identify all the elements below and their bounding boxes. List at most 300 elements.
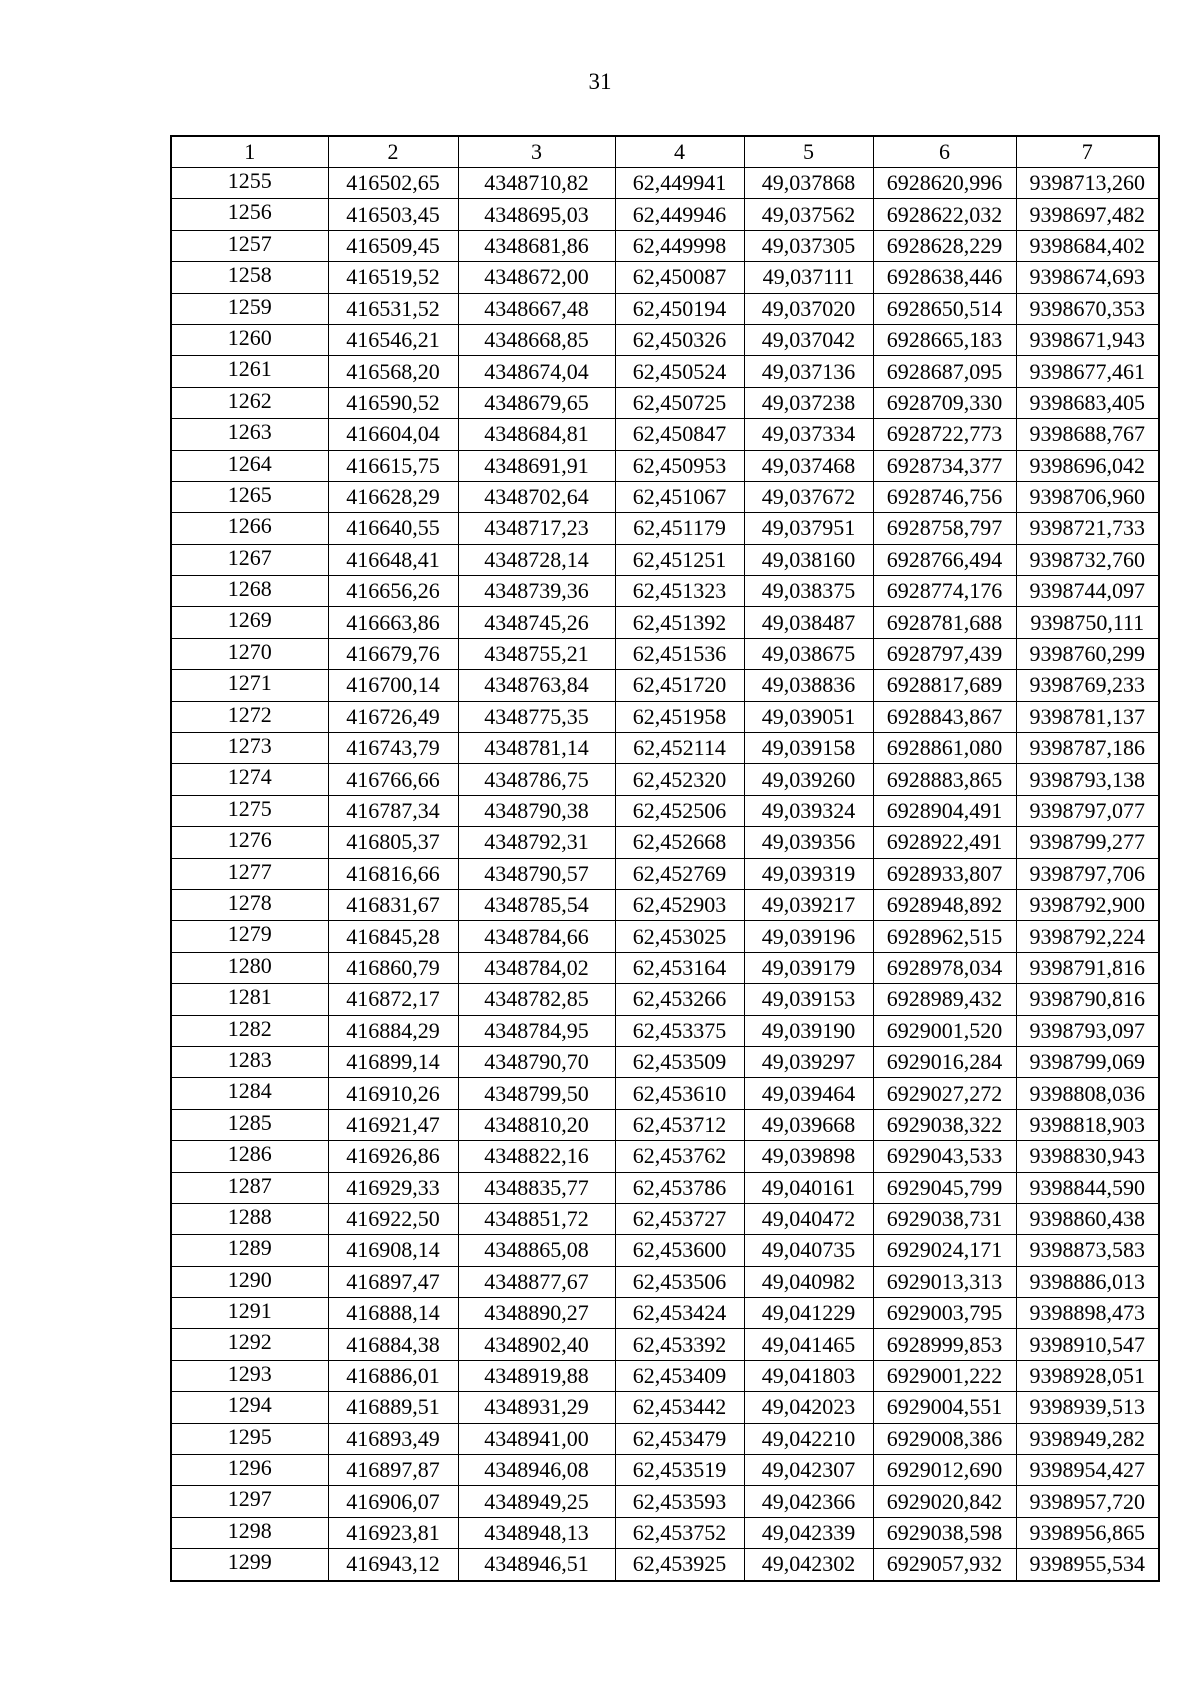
- table-cell-col-1: 1288: [171, 1203, 328, 1234]
- table-cell-col-5: 49,040735: [744, 1235, 873, 1266]
- column-header-4: 4: [615, 136, 744, 168]
- table-row: [171, 1517, 1159, 1548]
- table-cell-col-4: 62,450953: [615, 450, 744, 481]
- table-cell-col-1: 1276: [171, 827, 328, 858]
- table-cell-col-5: 49,042023: [744, 1392, 873, 1423]
- table-cell-col-4: 62,453025: [615, 921, 744, 952]
- table-row: [171, 1455, 1159, 1486]
- table-cell-col-3: 4348786,75: [458, 764, 615, 795]
- table-cell-col-3: 4348822,16: [458, 1141, 615, 1172]
- table-cell-col-4: 62,453409: [615, 1360, 744, 1391]
- table-cell-col-6: 6929020,842: [873, 1486, 1016, 1517]
- table-cell-col-2: 416893,49: [328, 1423, 458, 1454]
- table-cell-col-3: 4348710,82: [458, 168, 615, 199]
- table-cell-col-2: 416922,50: [328, 1203, 458, 1234]
- table-cell-col-4: 62,451251: [615, 544, 744, 575]
- table-cell-col-6: 6929016,284: [873, 1046, 1016, 1077]
- table-cell-col-6: 6928797,439: [873, 638, 1016, 669]
- table-cell-col-3: 4348835,77: [458, 1172, 615, 1203]
- table-cell-col-7: 9398769,233: [1016, 670, 1159, 701]
- page-number: 31: [588, 69, 612, 94]
- table-cell-col-5: 49,040161: [744, 1172, 873, 1203]
- table-cell-col-7: 9398799,277: [1016, 827, 1159, 858]
- table-cell-col-4: 62,451720: [615, 670, 744, 701]
- table-cell-col-1: 1260: [171, 324, 328, 355]
- table-cell-col-6: 6929012,690: [873, 1455, 1016, 1486]
- table-cell-col-1: 1297: [171, 1486, 328, 1517]
- table-cell-col-7: 9398787,186: [1016, 733, 1159, 764]
- table-cell-col-4: 62,453519: [615, 1455, 744, 1486]
- table-cell-col-1: 1299: [171, 1549, 328, 1581]
- table-cell-col-1: 1291: [171, 1298, 328, 1329]
- table-cell-col-1: 1286: [171, 1141, 328, 1172]
- table-cell-col-3: 4348674,04: [458, 356, 615, 387]
- table-row: [171, 1298, 1159, 1329]
- table-cell-col-2: 416943,12: [328, 1549, 458, 1581]
- table-cell-col-5: 49,039297: [744, 1046, 873, 1077]
- table-cell-col-3: 4348941,00: [458, 1423, 615, 1454]
- table-cell-col-7: 9398873,583: [1016, 1235, 1159, 1266]
- table-cell-col-5: 49,037868: [744, 168, 873, 199]
- table-cell-col-3: 4348790,70: [458, 1046, 615, 1077]
- table-cell-col-5: 49,039217: [744, 889, 873, 920]
- table-row: [171, 419, 1159, 450]
- table-row: [171, 889, 1159, 920]
- table-cell-col-3: 4348902,40: [458, 1329, 615, 1360]
- table-cell-col-5: 49,042307: [744, 1455, 873, 1486]
- table-cell-col-4: 62,452769: [615, 858, 744, 889]
- table-cell-col-4: 62,450087: [615, 262, 744, 293]
- table-cell-col-4: 62,453593: [615, 1486, 744, 1517]
- table-cell-col-2: 416743,79: [328, 733, 458, 764]
- table-cell-col-7: 9398910,547: [1016, 1329, 1159, 1360]
- table-cell-col-1: 1256: [171, 199, 328, 230]
- table-cell-col-4: 62,453786: [615, 1172, 744, 1203]
- table-cell-col-2: 416700,14: [328, 670, 458, 701]
- table-cell-col-6: 6928962,515: [873, 921, 1016, 952]
- table-cell-col-6: 6928922,491: [873, 827, 1016, 858]
- table-cell-col-2: 416926,86: [328, 1141, 458, 1172]
- table-cell-col-2: 416872,17: [328, 984, 458, 1015]
- table-cell-col-7: 9398792,900: [1016, 889, 1159, 920]
- table-cell-col-2: 416640,55: [328, 513, 458, 544]
- table-cell-col-3: 4348668,85: [458, 324, 615, 355]
- table-cell-col-7: 9398750,111: [1016, 607, 1159, 638]
- table-cell-col-5: 49,037562: [744, 199, 873, 230]
- table-cell-col-4: 62,453752: [615, 1517, 744, 1548]
- table-cell-col-7: 9398928,051: [1016, 1360, 1159, 1391]
- table-cell-col-7: 9398860,438: [1016, 1203, 1159, 1234]
- table-cell-col-5: 49,039196: [744, 921, 873, 952]
- table-cell-col-2: 416568,20: [328, 356, 458, 387]
- table-cell-col-2: 416899,14: [328, 1046, 458, 1077]
- table-cell-col-7: 9398670,353: [1016, 293, 1159, 324]
- table-cell-col-7: 9398677,461: [1016, 356, 1159, 387]
- table-cell-col-7: 9398808,036: [1016, 1078, 1159, 1109]
- table-cell-col-5: 49,042302: [744, 1549, 873, 1581]
- table-cell-col-4: 62,451323: [615, 576, 744, 607]
- table-cell-col-1: 1278: [171, 889, 328, 920]
- table-cell-col-1: 1257: [171, 230, 328, 261]
- table-cell-col-6: 6928999,853: [873, 1329, 1016, 1360]
- table-cell-col-4: 62,453506: [615, 1266, 744, 1297]
- table-row: [171, 1141, 1159, 1172]
- table-cell-col-2: 416906,07: [328, 1486, 458, 1517]
- table-cell-col-1: 1294: [171, 1392, 328, 1423]
- table-cell-col-7: 9398744,097: [1016, 576, 1159, 607]
- table-body: [171, 168, 1159, 1581]
- table-cell-col-5: 49,038487: [744, 607, 873, 638]
- table-cell-col-5: 49,037305: [744, 230, 873, 261]
- table-cell-col-6: 6929001,520: [873, 1015, 1016, 1046]
- table-cell-col-6: 6929038,731: [873, 1203, 1016, 1234]
- table-cell-col-4: 62,450847: [615, 419, 744, 450]
- table-cell-col-3: 4348755,21: [458, 638, 615, 669]
- table-cell-col-1: 1274: [171, 764, 328, 795]
- column-header-2: 2: [328, 136, 458, 168]
- table-cell-col-7: 9398671,943: [1016, 324, 1159, 355]
- table-cell-col-2: 416546,21: [328, 324, 458, 355]
- table-cell-col-7: 9398790,816: [1016, 984, 1159, 1015]
- table-cell-col-3: 4348763,84: [458, 670, 615, 701]
- table-cell-col-4: 62,453424: [615, 1298, 744, 1329]
- table-cell-col-4: 62,451958: [615, 701, 744, 732]
- table-cell-col-3: 4348672,00: [458, 262, 615, 293]
- table-cell-col-7: 9398696,042: [1016, 450, 1159, 481]
- table-cell-col-2: 416679,76: [328, 638, 458, 669]
- table-cell-col-5: 49,039319: [744, 858, 873, 889]
- table-cell-col-3: 4348784,02: [458, 952, 615, 983]
- table-cell-col-5: 49,041229: [744, 1298, 873, 1329]
- table-cell-col-3: 4348781,14: [458, 733, 615, 764]
- table-cell-col-2: 416886,01: [328, 1360, 458, 1391]
- table-cell-col-1: 1292: [171, 1329, 328, 1360]
- table-cell-col-2: 416787,34: [328, 795, 458, 826]
- table-cell-col-2: 416897,47: [328, 1266, 458, 1297]
- table-cell-col-3: 4348667,48: [458, 293, 615, 324]
- table-cell-col-2: 416884,38: [328, 1329, 458, 1360]
- table-cell-col-1: 1266: [171, 513, 328, 544]
- table-cell-col-4: 62,450326: [615, 324, 744, 355]
- table-cell-col-2: 416888,14: [328, 1298, 458, 1329]
- table-cell-col-7: 9398955,534: [1016, 1549, 1159, 1581]
- table-row: [171, 230, 1159, 261]
- table-cell-col-1: 1277: [171, 858, 328, 889]
- table-cell-col-1: 1285: [171, 1109, 328, 1140]
- table-cell-col-6: 6928620,996: [873, 168, 1016, 199]
- table-cell-col-2: 416648,41: [328, 544, 458, 575]
- table-row: [171, 1078, 1159, 1109]
- table-cell-col-7: 9398797,077: [1016, 795, 1159, 826]
- table-cell-col-5: 49,039898: [744, 1141, 873, 1172]
- table-cell-col-4: 62,453442: [615, 1392, 744, 1423]
- table-cell-col-6: 6928722,773: [873, 419, 1016, 450]
- table-cell-col-7: 9398818,903: [1016, 1109, 1159, 1140]
- table-cell-col-7: 9398793,138: [1016, 764, 1159, 795]
- table-cell-col-6: 6929008,386: [873, 1423, 1016, 1454]
- table-cell-col-6: 6928817,689: [873, 670, 1016, 701]
- table-row: [171, 324, 1159, 355]
- table-cell-col-6: 6929045,799: [873, 1172, 1016, 1203]
- table-cell-col-2: 416884,29: [328, 1015, 458, 1046]
- table-cell-col-3: 4348799,50: [458, 1078, 615, 1109]
- table-cell-col-5: 49,038160: [744, 544, 873, 575]
- table-cell-col-3: 4348792,31: [458, 827, 615, 858]
- table-cell-col-7: 9398697,482: [1016, 199, 1159, 230]
- table-cell-col-3: 4348784,66: [458, 921, 615, 952]
- table-row: [171, 262, 1159, 293]
- table-cell-col-4: 62,453509: [615, 1046, 744, 1077]
- table-cell-col-7: 9398721,733: [1016, 513, 1159, 544]
- table-cell-col-1: 1265: [171, 481, 328, 512]
- table-cell-col-1: 1298: [171, 1517, 328, 1548]
- table-cell-col-4: 62,453600: [615, 1235, 744, 1266]
- table-cell-col-4: 62,451067: [615, 481, 744, 512]
- table-cell-col-3: 4348946,51: [458, 1549, 615, 1581]
- table-cell-col-3: 4348681,86: [458, 230, 615, 261]
- table-cell-col-6: 6928883,865: [873, 764, 1016, 795]
- table-cell-col-1: 1271: [171, 670, 328, 701]
- table-cell-col-4: 62,451392: [615, 607, 744, 638]
- table-cell-col-6: 6928766,494: [873, 544, 1016, 575]
- table-cell-col-3: 4348702,64: [458, 481, 615, 512]
- table-cell-col-7: 9398886,013: [1016, 1266, 1159, 1297]
- table-cell-col-7: 9398732,760: [1016, 544, 1159, 575]
- table-row: [171, 670, 1159, 701]
- table-cell-col-1: 1296: [171, 1455, 328, 1486]
- table-cell-col-1: 1282: [171, 1015, 328, 1046]
- table-cell-col-5: 49,039668: [744, 1109, 873, 1140]
- table-cell-col-5: 49,039051: [744, 701, 873, 732]
- table-cell-col-4: 62,453392: [615, 1329, 744, 1360]
- table-cell-col-5: 49,039153: [744, 984, 873, 1015]
- table-cell-col-6: 6928734,377: [873, 450, 1016, 481]
- table-cell-col-7: 9398954,427: [1016, 1455, 1159, 1486]
- table-row: [171, 387, 1159, 418]
- table-cell-col-6: 6928709,330: [873, 387, 1016, 418]
- table-row: [171, 764, 1159, 795]
- column-header-3: 3: [458, 136, 615, 168]
- table-row: [171, 513, 1159, 544]
- table-cell-col-7: 9398688,767: [1016, 419, 1159, 450]
- table-cell-col-5: 49,038675: [744, 638, 873, 669]
- table-cell-col-1: 1279: [171, 921, 328, 952]
- table-cell-col-1: 1281: [171, 984, 328, 1015]
- table-cell-col-6: 6929004,551: [873, 1392, 1016, 1423]
- table-cell-col-4: 62,451179: [615, 513, 744, 544]
- table-cell-col-6: 6928628,229: [873, 230, 1016, 261]
- table-cell-col-5: 49,039324: [744, 795, 873, 826]
- table-cell-col-4: 62,453479: [615, 1423, 744, 1454]
- table-row: [171, 1329, 1159, 1360]
- table-cell-col-4: 62,453610: [615, 1078, 744, 1109]
- table-cell-col-2: 416921,47: [328, 1109, 458, 1140]
- coordinates-table: [170, 135, 1160, 1582]
- table-cell-col-6: 6928781,688: [873, 607, 1016, 638]
- table-cell-col-1: 1267: [171, 544, 328, 575]
- table-cell-col-2: 416816,66: [328, 858, 458, 889]
- table-cell-col-7: 9398799,069: [1016, 1046, 1159, 1077]
- table-cell-col-7: 9398939,513: [1016, 1392, 1159, 1423]
- table-cell-col-4: 62,449998: [615, 230, 744, 261]
- table-row: [171, 984, 1159, 1015]
- table-cell-col-2: 416923,81: [328, 1517, 458, 1548]
- table-row: [171, 858, 1159, 889]
- table-cell-col-1: 1283: [171, 1046, 328, 1077]
- table-cell-col-7: 9398830,943: [1016, 1141, 1159, 1172]
- column-header-6: 6: [873, 136, 1016, 168]
- table-cell-col-1: 1273: [171, 733, 328, 764]
- table-row: [171, 638, 1159, 669]
- table-cell-col-1: 1258: [171, 262, 328, 293]
- table-cell-col-3: 4348691,91: [458, 450, 615, 481]
- table-row: [171, 607, 1159, 638]
- table-cell-col-4: 62,453164: [615, 952, 744, 983]
- table-cell-col-6: 6929027,272: [873, 1078, 1016, 1109]
- table-cell-col-6: 6929038,322: [873, 1109, 1016, 1140]
- table-row: [171, 1486, 1159, 1517]
- table-cell-col-2: 416860,79: [328, 952, 458, 983]
- table-cell-col-3: 4348775,35: [458, 701, 615, 732]
- table-cell-col-1: 1287: [171, 1172, 328, 1203]
- table-cell-col-6: 6928622,032: [873, 199, 1016, 230]
- table-cell-col-2: 416503,45: [328, 199, 458, 230]
- table-cell-col-6: 6928843,867: [873, 701, 1016, 732]
- table-cell-col-7: 9398713,260: [1016, 168, 1159, 199]
- table-cell-col-6: 6928665,183: [873, 324, 1016, 355]
- table-cell-col-1: 1289: [171, 1235, 328, 1266]
- table-cell-col-6: 6928758,797: [873, 513, 1016, 544]
- table-cell-col-6: 6928638,446: [873, 262, 1016, 293]
- table-cell-col-5: 49,039158: [744, 733, 873, 764]
- table-cell-col-4: 62,452114: [615, 733, 744, 764]
- table-cell-col-7: 9398797,706: [1016, 858, 1159, 889]
- table-cell-col-1: 1269: [171, 607, 328, 638]
- table-cell-col-3: 4348851,72: [458, 1203, 615, 1234]
- table-cell-col-4: 62,453727: [615, 1203, 744, 1234]
- table-cell-col-5: 49,042210: [744, 1423, 873, 1454]
- table-row: [171, 701, 1159, 732]
- table-cell-col-6: 6928933,807: [873, 858, 1016, 889]
- table-cell-col-4: 62,453925: [615, 1549, 744, 1581]
- table-cell-col-3: 4348790,57: [458, 858, 615, 889]
- table-cell-col-1: 1262: [171, 387, 328, 418]
- table-row: [171, 733, 1159, 764]
- table-row: [171, 1549, 1159, 1581]
- table-cell-col-4: 62,453712: [615, 1109, 744, 1140]
- table-row: [171, 921, 1159, 952]
- table-cell-col-6: 6928989,432: [873, 984, 1016, 1015]
- table-cell-col-1: 1255: [171, 168, 328, 199]
- table-row: [171, 1266, 1159, 1297]
- table-cell-col-6: 6929043,533: [873, 1141, 1016, 1172]
- table-cell-col-2: 416726,49: [328, 701, 458, 732]
- table-cell-col-3: 4348717,23: [458, 513, 615, 544]
- table-cell-col-7: 9398793,097: [1016, 1015, 1159, 1046]
- table-row: [171, 952, 1159, 983]
- table-cell-col-2: 416929,33: [328, 1172, 458, 1203]
- table-cell-col-4: 62,450725: [615, 387, 744, 418]
- table-cell-col-7: 9398683,405: [1016, 387, 1159, 418]
- table-cell-col-6: 6929003,795: [873, 1298, 1016, 1329]
- table-cell-col-2: 416590,52: [328, 387, 458, 418]
- table-cell-col-4: 62,450194: [615, 293, 744, 324]
- table-cell-col-1: 1270: [171, 638, 328, 669]
- table-cell-col-1: 1264: [171, 450, 328, 481]
- table-cell-col-4: 62,453266: [615, 984, 744, 1015]
- table-cell-col-5: 49,037042: [744, 324, 873, 355]
- table-cell-col-7: 9398674,693: [1016, 262, 1159, 293]
- table-cell-col-5: 49,037468: [744, 450, 873, 481]
- table-cell-col-1: 1293: [171, 1360, 328, 1391]
- table-cell-col-2: 416531,52: [328, 293, 458, 324]
- table-row: [171, 1046, 1159, 1077]
- table-cell-col-6: 6929038,598: [873, 1517, 1016, 1548]
- table-cell-col-1: 1290: [171, 1266, 328, 1297]
- table-cell-col-2: 416805,37: [328, 827, 458, 858]
- table-cell-col-7: 9398706,960: [1016, 481, 1159, 512]
- table-cell-col-1: 1272: [171, 701, 328, 732]
- table-cell-col-3: 4348877,67: [458, 1266, 615, 1297]
- table-cell-col-3: 4348919,88: [458, 1360, 615, 1391]
- table-cell-col-6: 6928948,892: [873, 889, 1016, 920]
- table-cell-col-3: 4348684,81: [458, 419, 615, 450]
- table-cell-col-3: 4348785,54: [458, 889, 615, 920]
- table-cell-col-7: 9398792,224: [1016, 921, 1159, 952]
- table-cell-col-1: 1284: [171, 1078, 328, 1109]
- table-cell-col-5: 49,042339: [744, 1517, 873, 1548]
- table-cell-col-6: 6929013,313: [873, 1266, 1016, 1297]
- table-cell-col-7: 9398956,865: [1016, 1517, 1159, 1548]
- column-header-7: 7: [1016, 136, 1159, 168]
- table-cell-col-2: 416615,75: [328, 450, 458, 481]
- table-cell-col-3: 4348810,20: [458, 1109, 615, 1140]
- table-cell-col-2: 416604,04: [328, 419, 458, 450]
- table-row: [171, 450, 1159, 481]
- table-cell-col-5: 49,042366: [744, 1486, 873, 1517]
- table-cell-col-3: 4348695,03: [458, 199, 615, 230]
- table-cell-col-3: 4348948,13: [458, 1517, 615, 1548]
- table-cell-col-5: 49,039190: [744, 1015, 873, 1046]
- table-cell-col-5: 49,041465: [744, 1329, 873, 1360]
- table-cell-col-2: 416897,87: [328, 1455, 458, 1486]
- table-cell-col-4: 62,453762: [615, 1141, 744, 1172]
- table-cell-col-4: 62,452320: [615, 764, 744, 795]
- table-cell-col-2: 416519,52: [328, 262, 458, 293]
- table-cell-col-2: 416845,28: [328, 921, 458, 952]
- table-cell-col-7: 9398781,137: [1016, 701, 1159, 732]
- table-cell-col-6: 6929024,171: [873, 1235, 1016, 1266]
- table-header-row: [171, 136, 1159, 168]
- table-cell-col-5: 49,041803: [744, 1360, 873, 1391]
- table-cell-col-4: 62,452668: [615, 827, 744, 858]
- table-row: [171, 293, 1159, 324]
- table-cell-col-7: 9398844,590: [1016, 1172, 1159, 1203]
- table-cell-col-7: 9398898,473: [1016, 1298, 1159, 1329]
- table-row: [171, 168, 1159, 199]
- table-cell-col-3: 4348946,08: [458, 1455, 615, 1486]
- table-row: [171, 481, 1159, 512]
- table-cell-col-5: 49,037111: [744, 262, 873, 293]
- table-row: [171, 827, 1159, 858]
- table-cell-col-4: 62,450524: [615, 356, 744, 387]
- table-cell-col-2: 416889,51: [328, 1392, 458, 1423]
- table-cell-col-7: 9398684,402: [1016, 230, 1159, 261]
- table-cell-col-3: 4348865,08: [458, 1235, 615, 1266]
- table-row: [171, 1392, 1159, 1423]
- table-cell-col-6: 6928774,176: [873, 576, 1016, 607]
- table-row: [171, 1423, 1159, 1454]
